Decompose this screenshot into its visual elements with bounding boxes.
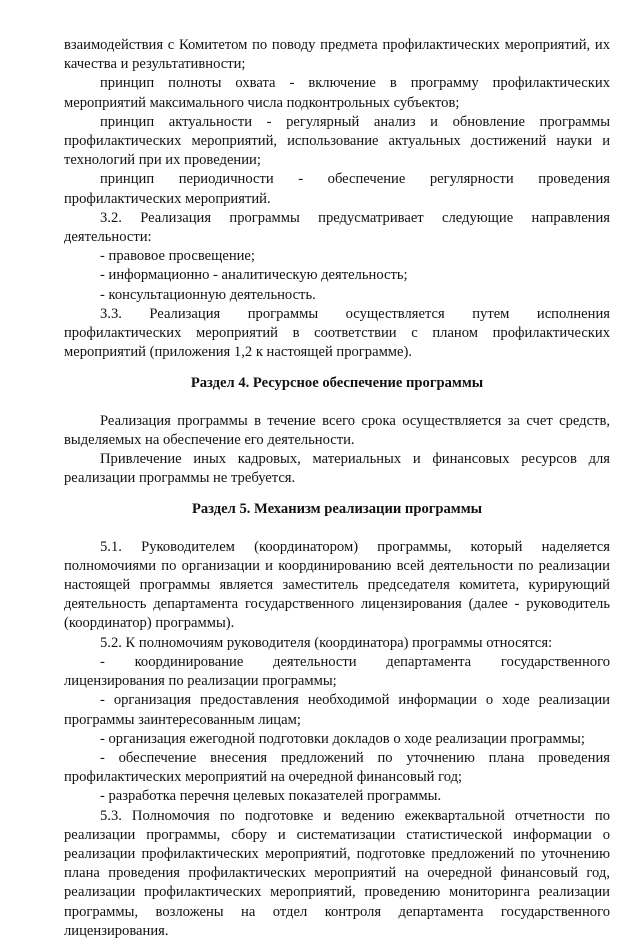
list-item: - правовое просвещение; [100,248,255,265]
list-item: - координирование деятельности департамента государственного лицензирования по реализации программы; [64,653,610,690]
paragraph: принцип периодичности - обеспечение регулярности проведения профилактических мероприятий. [64,171,610,207]
section-5-heading: Раздел 5. Механизм реализации программы [191,501,483,518]
list-item: - обеспечение внесения предложений по уточнению плана проведения профилактических мероприятий на очередной финансовый год; [64,749,610,786]
list-item: - информационно - аналитическую деятельность; [100,267,408,284]
paragraph: 3.3. Реализация программы осуществляется путем исполнения профилактических мероприятий в соответствии с планом профилактических мероприятий (приложения 1,2 к настоящей программе). [64,305,610,361]
paragraph: 3.2. Реализация программы предусматривает следующие направления деятельности: [64,209,610,246]
paragraph: взаимодействия с Комитетом по поводу предмета профилактических мероприятий, их качества и результативности; [64,37,610,73]
list-item: - разработка перечня целевых показателей программы. [100,788,442,805]
paragraph: Привлечение иных кадровых, материальных и финансовых ресурсов для реализации программы не требуется. [64,451,610,487]
paragraph: 5.3. Полномочия по подготовке и ведению ежеквартальной отчетности по реализации программы, сбору и систематизации статистической информации о реализации профилактических мероприятий, подготовке предложений по уточнению плана проведения профилактических мероприятий на очередной финансовый год, реализации профилактических мероприятий, проведению мониторинга реализации программы, возложены на отдел контроля департамента государственного лицензирования. [64,807,610,939]
list-item: - консультационную деятельность. [100,286,316,303]
paragraph: Реализация программы в течение всего срока осуществляется за счет средств, выделяемых на обеспечение его деятельности. [64,412,610,448]
paragraph: 5.2. К полномочиям руководителя (координатора) программы относятся: [100,634,553,651]
paragraph: принцип полноты охвата - включение в программу профилактических мероприятий максимального числа подконтрольных субъектов; [64,75,610,111]
list-item: - организация предоставления необходимой информации о ходе реализации программы заинтересованным лицам; [64,692,610,728]
document-page [64,36,610,941]
paragraph: 5.1. Руководителем (координатором) программы, который наделяется полномочиями по организации и координированию всей деятельности по реализации настоящей программы является заместитель председателя комитета, курирующий деятельность департамента государственного лицензирования (далее - руководитель (координатор) программы). [64,538,610,632]
section-4-heading: Раздел 4. Ресурсное обеспечение программы [190,375,484,392]
list-item: - организация ежегодной подготовки докладов о ходе реализации программы; [100,730,585,747]
paragraph: принцип актуальности - регулярный анализ и обновление программы профилактических мероприятий, использование актуальных достижений науки и технологий при их проведении; [64,113,610,169]
